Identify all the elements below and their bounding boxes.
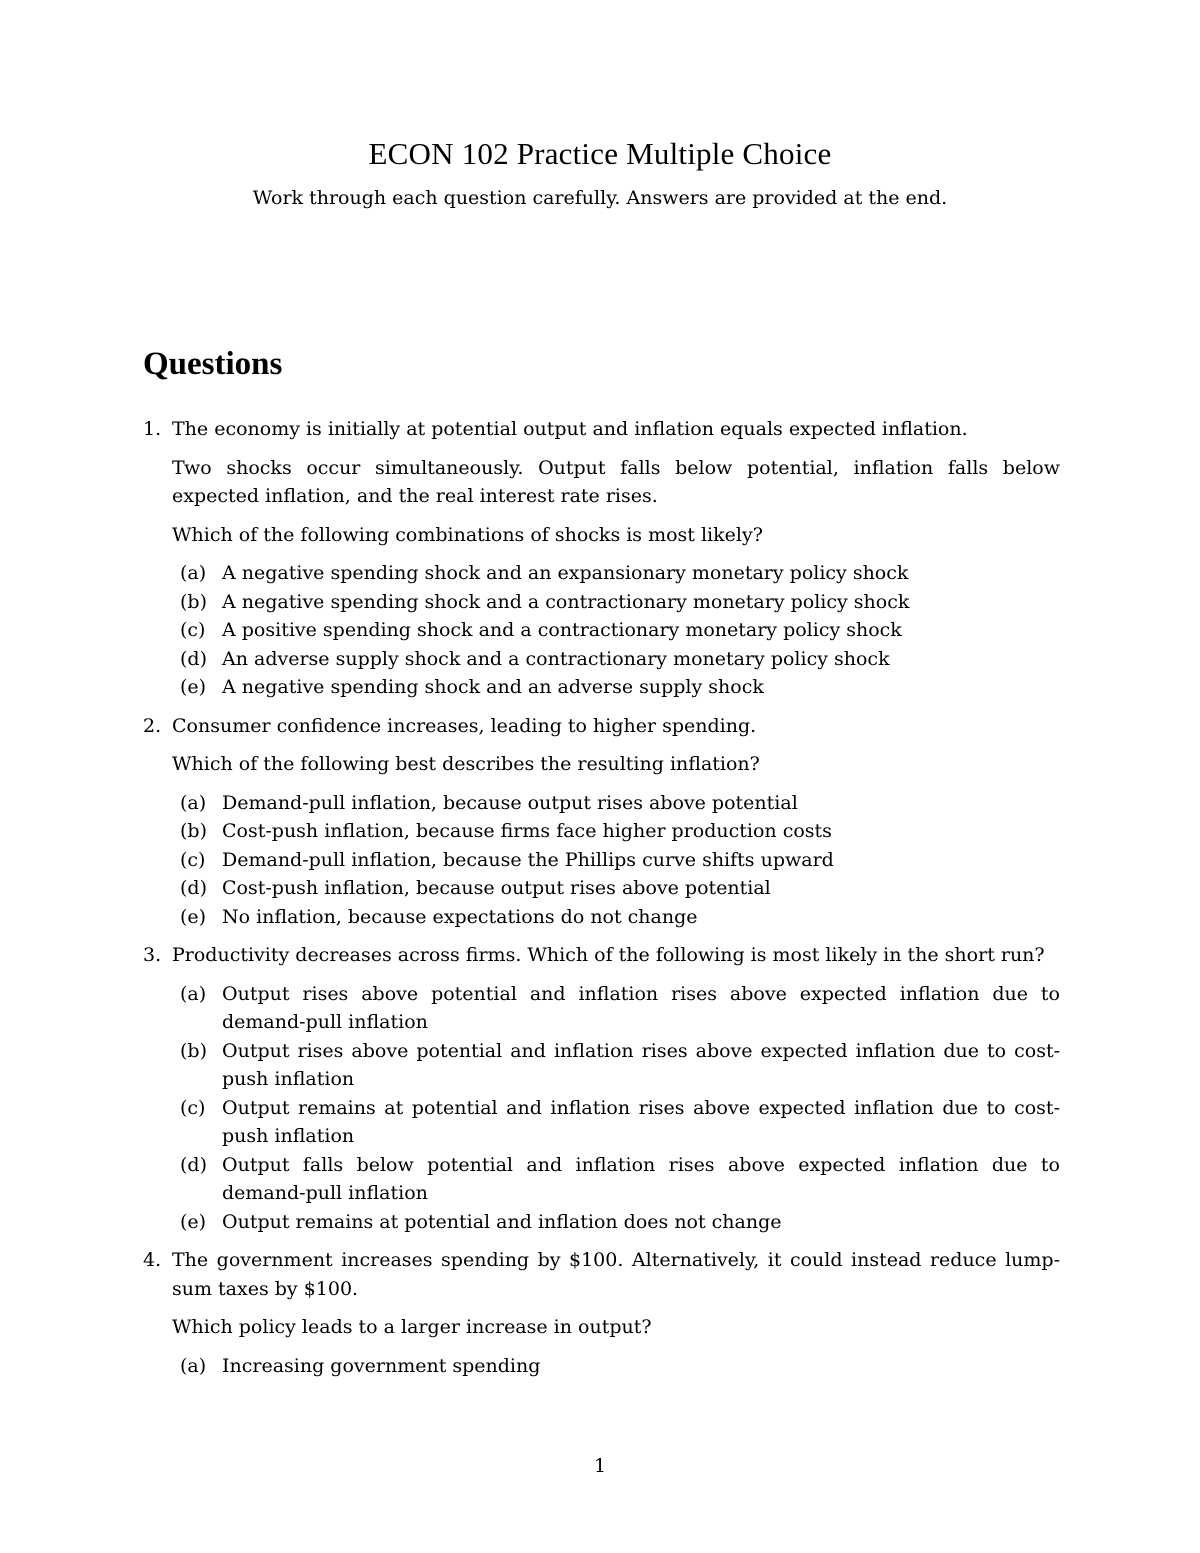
option-label: (d) [180,1153,207,1176]
answer-option [172,1352,1060,1381]
question-number: 3. [143,944,162,966]
answer-option [172,559,1060,588]
option-text: Demand-pull inflation, because output rises above potential [222,791,798,814]
option-label: (e) [180,1210,207,1233]
option-label: (c) [180,619,206,641]
answer-option [172,980,1060,1037]
option-label: (e) [180,676,207,698]
option-text: Cost-push inflation, because output rises above potential [222,877,771,899]
question-text: Two shocks occur simultaneously. Output falls below potential, inflation falls below expected inflation, and the real interest rate rises. [172,456,1060,507]
answer-option [172,1208,1060,1237]
answer-options [172,980,1060,1237]
answer-option [172,903,1060,932]
answer-options [172,789,1060,932]
option-text: A negative spending shock and a contractionary monetary policy shock [222,590,910,613]
answer-option [172,1094,1060,1151]
option-text: An adverse supply shock and a contractionary monetary policy shock [222,647,890,670]
option-label: (d) [180,877,207,899]
answer-options [172,559,1060,702]
option-label: (c) [180,1096,206,1119]
option-label: (c) [180,848,206,871]
option-label: (a) [180,982,207,1005]
page-number: 1 [593,1455,607,1477]
option-label: (a) [180,1354,207,1377]
option-text: Demand-pull inflation, because the Phillips curve shifts upward [222,848,834,871]
option-label: (e) [180,905,207,928]
option-text: Increasing government spending [222,1354,541,1377]
option-label: (a) [180,562,207,584]
document-title: ECON 102 Practice Multiple Choice [368,136,832,171]
question-item [143,1246,1060,1380]
answer-option [172,789,1060,818]
option-text: A negative spending shock and an expansionary monetary policy shock [222,562,909,584]
answer-option [172,673,1060,702]
question-text: Productivity decreases across firms. Which of the following is most likely in the short run? [172,944,1045,966]
question-text: Which of the following best describes the resulting inflation? [172,753,760,775]
option-label: (b) [180,590,207,613]
answer-options [172,1352,1060,1381]
option-text: Output rises above potential and inflation rises above expected inflation due to demand-pull inflation [222,982,1060,1033]
option-text: A positive spending shock and a contractionary monetary policy shock [222,619,902,641]
option-label: (d) [180,647,207,670]
question-text: The government increases spending by $100. Alternatively, it could instead reduce lump-sum taxes by $100. [172,1249,1060,1300]
document-subtitle: Work through each question carefully. Answers are provided at the end. [252,187,948,209]
section-heading: Questions [143,346,283,382]
option-text: Output remains at potential and inflation does not change [222,1210,782,1233]
question-number: 1. [143,418,162,440]
question-number: 2. [143,714,162,737]
option-text: Output remains at potential and inflation rises above expected inflation due to cost-push inflation [222,1096,1060,1147]
option-text: Output rises above potential and inflation rises above expected inflation due to cost-push inflation [222,1039,1060,1090]
answer-option [172,817,1060,846]
option-text: Cost-push inflation, because firms face higher production costs [222,820,832,842]
answer-option [172,874,1060,903]
option-label: (a) [180,791,207,814]
option-text: A negative spending shock and an adverse supply shock [222,676,764,698]
answer-option [172,616,1060,645]
option-text: Output falls below potential and inflation rises above expected inflation due to demand-pull inflation [222,1153,1060,1204]
question-number: 4. [143,1249,162,1271]
question-item [143,415,1060,702]
answer-option [172,1151,1060,1208]
question-text: Which of the following combinations of shocks is most likely? [172,523,763,546]
answer-option [172,1037,1060,1094]
answer-option [172,588,1060,617]
answer-option [172,846,1060,875]
question-text: Which policy leads to a larger increase in output? [172,1316,652,1338]
question-item [143,941,1060,1236]
question-text: Consumer confidence increases, leading to higher spending. [172,714,757,737]
option-label: (b) [180,820,207,842]
option-text: No inflation, because expectations do not change [222,905,698,928]
option-label: (b) [180,1039,207,1062]
question-list [143,415,1060,1390]
question-item [143,712,1060,932]
answer-option [172,645,1060,674]
question-text: The economy is initially at potential output and inflation equals expected inflation. [172,418,968,440]
